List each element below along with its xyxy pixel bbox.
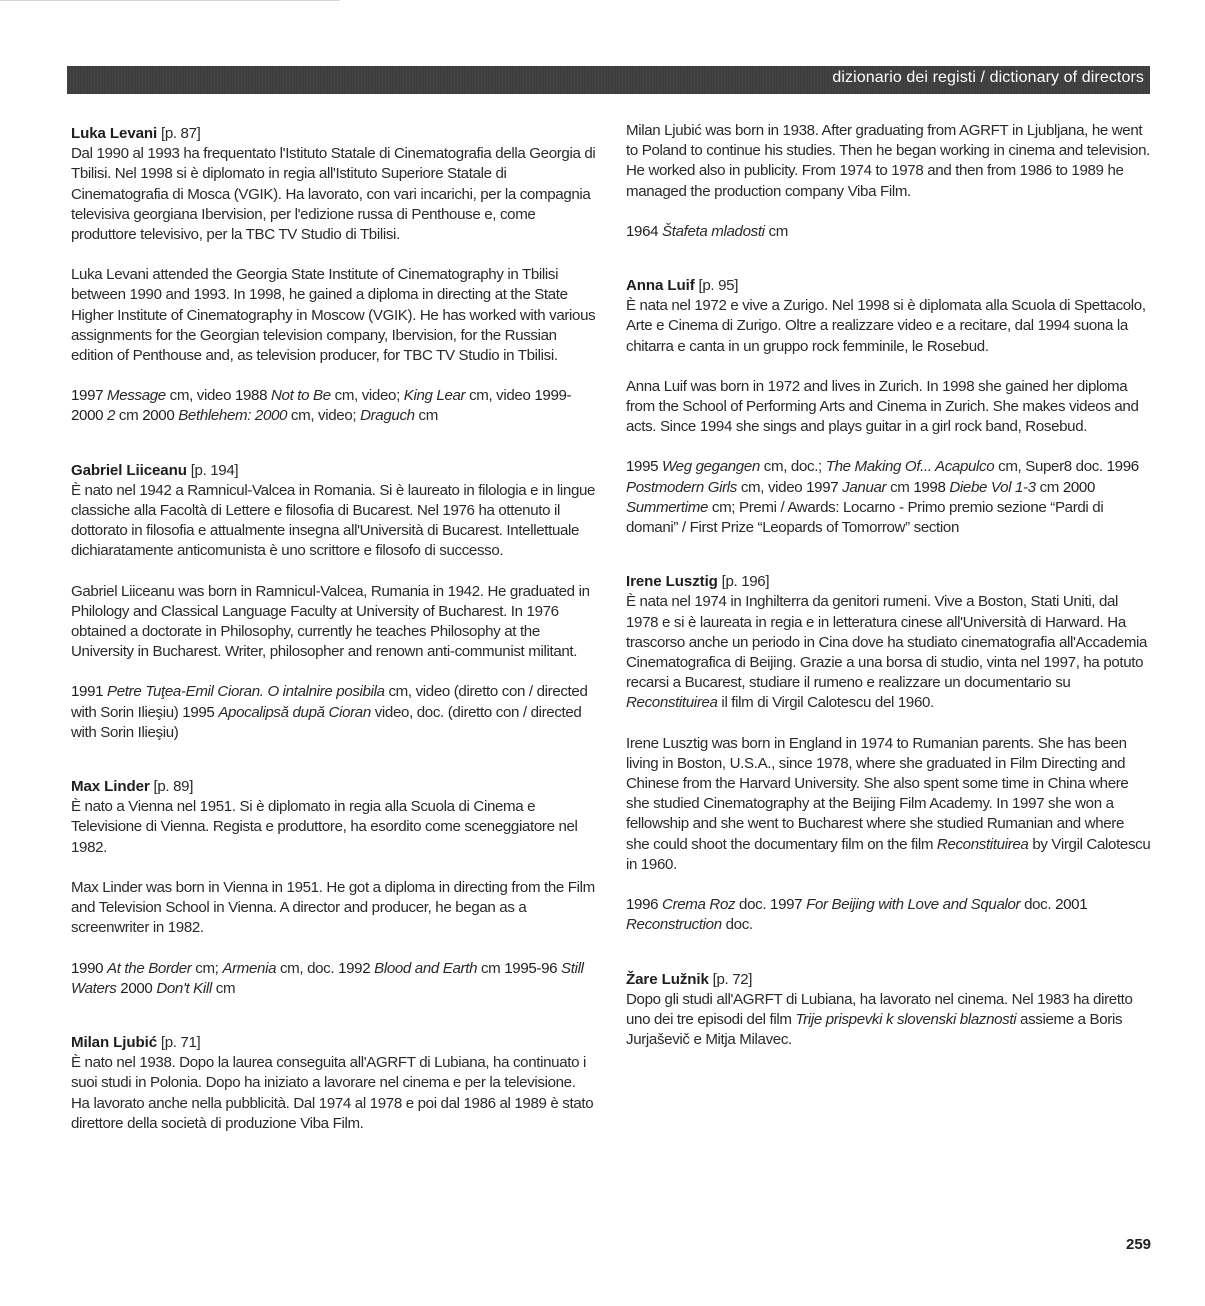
film-year: 1991 <box>71 683 104 701</box>
film-title: Štafeta mladosti <box>662 222 765 240</box>
film-year: 1999-2000 <box>71 387 572 425</box>
page-reference: [p. 87] <box>160 125 201 142</box>
director-name: Max Linder <box>71 778 150 796</box>
filmography: 1990 At the Border cm; Armenia cm, doc. 1992 Blood and Earth cm 1995-96 Still Waters 2000 Don't Kill cm <box>71 959 584 997</box>
bio-italian: Dopo gli studi all'AGRFT di Lubiana, ha lavorato nel cinema. Nel 1983 ha diretto uno dei tre episodi del film Trije prispevki k slovenski blaznosti assieme a Boris Jurjaševič e Mitja Milavec. <box>626 990 1133 1049</box>
filmography: 1995 Weg gegangen cm, doc.; The Making Of... Acapulco cm, Super8 doc. 1996 Postmodern Girls cm, video 1997 Januar cm 1998 Diebe Vol 1-3 cm 2000 Summertime cm; Premi / Awards: Locarno - Primo premio sezione “Pardi di domani” / First Prize “Leopards of Tomorrow” section <box>626 458 1139 537</box>
film-title: Petre Tuţea-Emil Cioran. O intalnire posibila <box>107 683 385 701</box>
bio-italian: È nato a Vienna nel 1951. Si è diplomato in regia alla Scuola di Cinema e Televisione di Vienna. Regista e produttore, ha esordito come sceneggiatore nel 1982. <box>71 798 578 856</box>
entry-heading <box>626 572 1151 592</box>
film-title: Crema Roz <box>662 896 736 914</box>
director-name: Luka Levani <box>71 125 158 142</box>
film-title: Draguch <box>360 407 415 425</box>
bio-english: Irene Lusztig was born in England in 1974 to Rumanian parents. She has been living in Boston, U.S.A., since 1978, where she graduated in Film Directing and Chinese from the Harvard University. She also spent some time in China where she studied Cinematography at the Beijing Film Academy. In 1997 she won a fellowship and she went to Bucharest where she studied Rumanian and where she could shoot the documentary film on the film Reconstituirea by Virgil Calotescu in 1960. <box>626 734 1151 873</box>
page-reference: [p. 95] <box>698 277 739 295</box>
bio-english: Anna Luif was born in 1972 and lives in Zurich. In 1998 she gained her diploma from the School of Performing Arts and Cinema in Zurich. She makes videos and acts. Since 1994 she sings and plays guitar in a girl rock band, Rosebud. <box>626 377 1139 436</box>
director-entry-ljubic <box>71 1033 596 1134</box>
film-title: Armenia <box>222 959 277 977</box>
film-year: 1997 <box>770 896 803 914</box>
bio-italian: Dal 1990 al 1993 ha frequentato l'Istituto Statale di Cinematografia della Georgia di Tbilisi. Nel 1998 si è diplomato in regia all'Istituto Superiore Statale di Cinematografia di Mosca (VGIK). Ha lavorato, con vari incarichi, per la compagnia televisiva georgiana Ibervision, per l'edizione russa di Penthouse e, come produttore televisivo, per la TBC TV Studio di Tbilisi. <box>71 145 596 244</box>
section-title: dizionario dei registi / dictionary of directors <box>832 69 1144 86</box>
film-title: Still Waters <box>71 959 584 997</box>
bio-italian: È nato nel 1938. Dopo la laurea conseguita all'AGRFT di Lubiana, ha continuato i suoi studi in Polonia. Dopo ha iniziato a lavorare nel cinema e per la televisione. Ha lavorato anche nella pubblicità. Dal 1974 al 1978 e poi dal 1986 al 1989 è stato direttore della società di produzione Viba Film. <box>71 1054 594 1132</box>
film-year: 2001 <box>1055 896 1088 914</box>
director-name: Milan Ljubić <box>71 1033 158 1051</box>
right-column <box>626 121 1151 1084</box>
film-title: Reconstituirea <box>626 694 718 712</box>
entry-heading <box>626 276 1151 296</box>
top-rule <box>0 0 340 1</box>
film-title: Not to Be <box>271 387 331 405</box>
film-title: At the Border <box>107 959 192 977</box>
film-title: Weg gegangen <box>662 458 760 476</box>
page-number: 259 <box>1126 1236 1152 1253</box>
film-year: 1995 <box>626 458 659 476</box>
film-title: Summertime <box>626 498 709 516</box>
entry-heading <box>71 777 596 797</box>
film-title: 2 <box>107 407 116 425</box>
director-name: Žare Lužnik <box>626 970 709 988</box>
film-year: 1996 <box>626 896 659 914</box>
director-entry-lusztig <box>626 572 1151 935</box>
film-title: Reconstruction <box>626 916 722 934</box>
bio-english: Milan Ljubić was born in 1938. After graduating from AGRFT in Ljubljana, he went to Poland to continue his studies. Then he began working in cinema and television. He worked also in publicity. From 1974 to 1978 and then from 1986 to 1989 he managed the production company Viba Film. <box>626 122 1150 200</box>
film-year: 1997 <box>71 387 104 405</box>
bio-italian: È nata nel 1974 in Inghilterra da genitori rumeni. Vive a Boston, Stati Uniti, dal 1978 e si è laureata in regia e in letteratura cinese all'Università di Harward. Ha trascorso anche un periodo in Cina dove ha studiato cinematografia all'Accademia Cinematografica di Beijing. Grazie a una borsa di studio, vinta nel 1997, ha potuto recarsi a Bucarest, studiare il rumeno e realizzare un documentario su Reconstituirea il film di Virgil Calotescu del 1960. <box>626 593 1148 712</box>
film-title: Diebe Vol 1-3 <box>949 478 1036 496</box>
film-year: 2000 <box>120 979 153 997</box>
film-title: Don't Kill <box>156 979 212 997</box>
bio-english: Max Linder was born in Vienna in 1951. He got a diploma in directing from the Film and Television School in Vienna. A director and producer, he began as a screenwriter in 1982. <box>71 878 595 937</box>
filmography: 1964 Štafeta mladosti cm <box>626 222 788 240</box>
film-year: 2000 <box>142 407 175 425</box>
film-title: Reconstituirea <box>936 835 1029 853</box>
film-title: For Beijing with Love and Squalor <box>806 896 1021 914</box>
film-year: 1964 <box>626 222 659 240</box>
filmography: 1997 Message cm, video 1988 Not to Be cm, video; King Lear cm, video 1999-2000 2 cm 2000 Bethlehem: 2000 cm, video; Draguch cm <box>71 387 572 425</box>
film-year: 1997 <box>806 478 839 496</box>
director-entry-linder <box>71 777 596 999</box>
director-entry-levani <box>71 124 596 427</box>
director-entry-luznik <box>626 970 1151 1051</box>
film-year: 1995 <box>182 703 215 721</box>
director-name: Gabriel Liiceanu <box>71 461 187 479</box>
film-year: 1998 <box>913 478 946 496</box>
entry-heading <box>71 1033 596 1053</box>
director-entry-liiceanu <box>71 461 596 743</box>
page-reference: [p. 71] <box>160 1033 201 1051</box>
left-column <box>71 124 596 1168</box>
film-year: 1992 <box>338 959 371 977</box>
film-title: The Making Of... Acapulco <box>825 458 995 476</box>
director-entry-ljubic-continued <box>626 121 1151 242</box>
bio-english: Luka Levani attended the Georgia State Institute of Cinematography in Tbilisi between 1990 and 1993. In 1998, he gained a diploma in directing at the State Higher Institute of Cinematography in Moscow (VGIK). He has worked with various assignments for the Georgian television company, Ibervision, for the Russian edition of Penthouse and, as television producer, for TBC TV Studio in Tbilisi. <box>71 266 596 365</box>
entry-heading <box>626 970 1151 990</box>
bio-italian: È nato nel 1942 a Ramnicul-Valcea in Romania. Si è laureato in filologia e in lingue classiche alla Facoltà di Lettere e filosofia di Bucarest. Nel 1976 ha ottenuto il dottorato in filosofia e attualmente insegna all'Università di Bucarest. Intellettuale dichiaratamente anticomunista è uno scrittore e filosofo di successo. <box>71 481 596 560</box>
filmography: 1991 Petre Tuţea-Emil Cioran. O intalnire posibila cm, video (diretto con / directed with Sorin Ilieşiu) 1995 Apocalipsă după Cioran video, doc. (diretto con / directed with Sorin Ilieşiu) <box>71 683 588 741</box>
bio-english: Gabriel Liiceanu was born in Ramnicul-Valcea, Rumania in 1942. He graduated in Philology and Classical Language Faculty at University of Bucharest. In 1976 obtained a doctorate in Philosophy, currently he teaches Philosophy at the University in Bucharest. Writer, philosopher and renown anti-communist militant. <box>71 582 590 661</box>
filmography: 1996 Crema Roz doc. 1997 For Beijing with Love and Squalor doc. 2001 Reconstruction doc. <box>626 896 1088 934</box>
film-title: Trije prispevki k slovenski blaznosti <box>795 1010 1017 1028</box>
page-reference: [p. 72] <box>712 970 753 988</box>
director-name: Irene Lusztig <box>626 573 718 591</box>
entry-heading <box>71 124 596 144</box>
film-title: Blood and Earth <box>374 959 478 977</box>
page-reference: [p. 194] <box>190 461 239 479</box>
director-name: Anna Luif <box>626 277 695 295</box>
film-title: Message <box>107 387 166 405</box>
director-entry-luif <box>626 276 1151 538</box>
film-year: 1995-96 <box>504 959 558 977</box>
bio-italian: È nata nel 1972 e vive a Zurigo. Nel 1998 si è diplomata alla Scuola di Spettacolo, Arte e Cinema di Zurigo. Oltre a realizzare video e a recitare, dal 1994 suona la chitarra e canta in un gruppo rock femminile, le Rosebud. <box>626 297 1146 355</box>
film-year: 2000 <box>1062 478 1096 496</box>
film-title: Apocalipsă după Cioran <box>218 703 371 721</box>
film-year: 1990 <box>71 959 104 977</box>
film-title: Bethlehem: 2000 <box>178 407 288 425</box>
entry-heading <box>71 461 596 481</box>
film-year: 1996 <box>1106 458 1139 476</box>
film-title: King Lear <box>403 387 466 405</box>
section-header-bar <box>67 66 1150 94</box>
page-reference: [p. 196] <box>721 573 770 591</box>
page-reference: [p. 89] <box>153 778 194 796</box>
film-title: Januar <box>842 478 887 496</box>
film-year: 1988 <box>234 387 268 405</box>
film-title: Postmodern Girls <box>626 478 737 496</box>
